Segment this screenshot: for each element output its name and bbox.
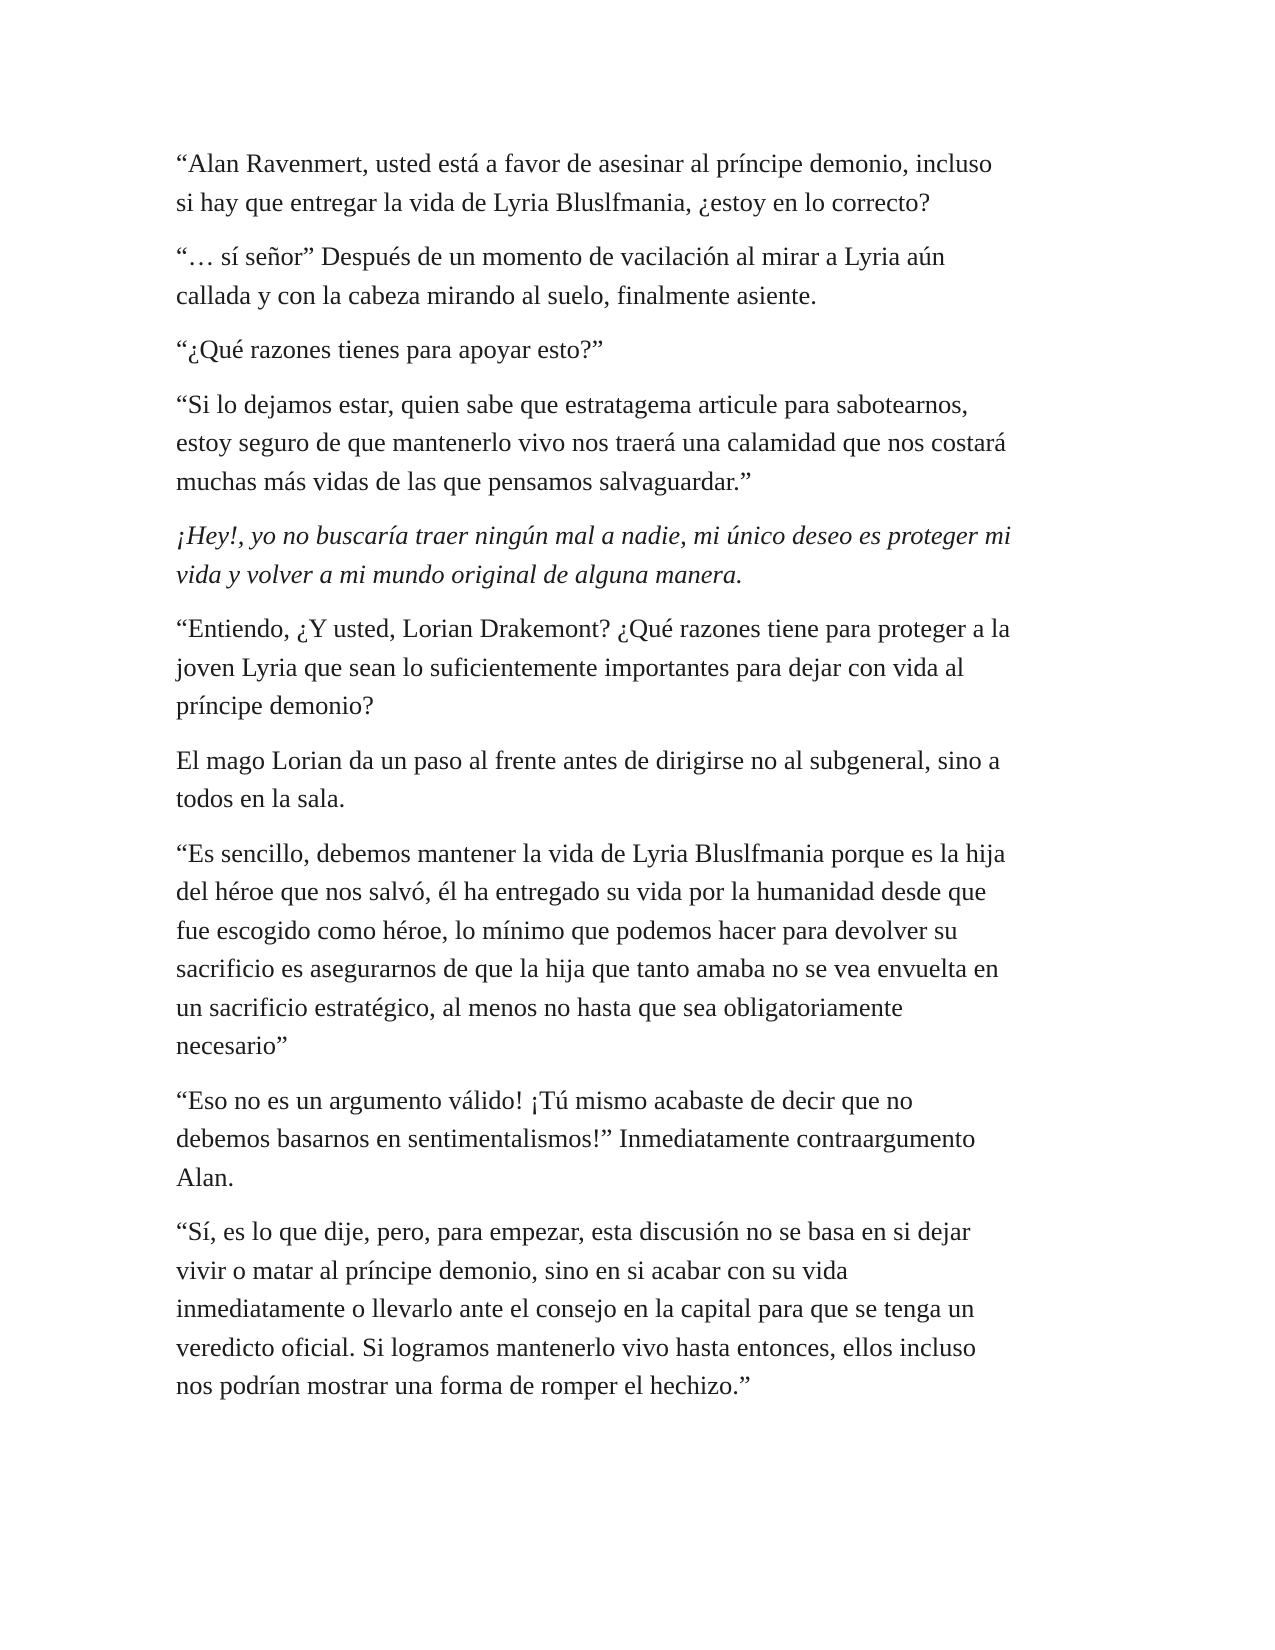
text-line: nos podrían mostrar una forma de romper el hechizo.”	[176, 1370, 751, 1400]
text-line: debemos basarnos en sentimentalismos!” Inmediatamente contraargumento	[176, 1123, 976, 1153]
text-line: “Sí, es lo que dije, pero, para empezar, esta discusión no se basa en si dejar	[176, 1216, 971, 1246]
text-line: ¡Hey!, yo no buscaría traer ningún mal a nadie, mi único deseo es proteger mi	[176, 520, 1012, 550]
paragraph	[176, 609, 1106, 725]
text-line: si hay que entregar la vida de Lyria Bluslfmania, ¿estoy en lo correcto?	[176, 186, 931, 217]
paragraph	[176, 1212, 1106, 1405]
text-line: del héroe que nos salvó, él ha entregado su vida por la humanidad desde que	[176, 876, 987, 906]
text-line: un sacrificio estratégico, al menos no hasta que sea obligatoriamente	[176, 991, 904, 1022]
text-line: Alan.	[176, 1161, 235, 1192]
paragraph	[176, 237, 1106, 314]
text-line: callada y con la cabeza mirando al suelo, finalmente asiente.	[176, 279, 817, 310]
paragraph	[176, 516, 1106, 593]
paragraph	[176, 741, 1106, 818]
text-line: “Si lo dejamos estar, quien sabe que estratagema articule para sabotearnos,	[176, 388, 969, 419]
paragraph	[176, 834, 1106, 1065]
text-line: vivir o matar al príncipe demonio, sino en si acabar con su vida	[176, 1254, 848, 1285]
paragraph	[176, 385, 1106, 501]
text-line: muchas más vidas de las que pensamos salvaguardar.”	[176, 465, 752, 496]
text-line: estoy seguro de que mantenerlo vivo nos traerá una calamidad que nos costará	[176, 427, 1007, 457]
paragraph	[176, 330, 1106, 369]
text-line: “¿Qué razones tienes para apoyar esto?”	[176, 334, 604, 364]
text-line: príncipe demonio?	[176, 690, 374, 720]
paragraph	[176, 1081, 1106, 1197]
text-line: “Entiendo, ¿Y usted, Lorian Drakemont? ¿Qué razones tiene para proteger a la	[176, 613, 1011, 643]
text-line: “… sí señor” Después de un momento de vacilación al mirar a Lyria aún	[176, 241, 945, 271]
text-line: sacrificio es asegurarnos de que la hija que tanto amaba no se vea envuelta en	[176, 953, 999, 983]
document-body	[176, 144, 1106, 1421]
text-line: “Alan Ravenmert, usted está a favor de asesinar al príncipe demonio, incluso	[176, 148, 993, 178]
text-line: veredicto oficial. Si logramos mantenerlo vivo hasta entonces, ellos incluso	[176, 1331, 976, 1362]
text-line: todos en la sala.	[176, 783, 346, 813]
text-line: El mago Lorian da un paso al frente antes de dirigirse no al subgeneral, sino a	[176, 744, 1001, 775]
text-line: “Es sencillo, debemos mantener la vida de Lyria Bluslfmania porque es la hija	[176, 837, 1006, 868]
text-line: vida y volver a mi mundo original de alguna manera.	[176, 558, 743, 589]
text-line: “Eso no es un argumento válido! ¡Tú mismo acabaste de decir que no	[176, 1084, 913, 1115]
text-line: necesario”	[176, 1030, 288, 1060]
paragraph	[176, 144, 1106, 221]
text-line: inmediatamente o llevarlo ante el consejo en la capital para que se tenga un	[176, 1293, 975, 1323]
text-line: fue escogido como héroe, lo mínimo que podemos hacer para devolver su	[176, 914, 958, 945]
text-line: joven Lyria que sean lo suficientemente importantes para dejar con vida al	[176, 651, 965, 682]
